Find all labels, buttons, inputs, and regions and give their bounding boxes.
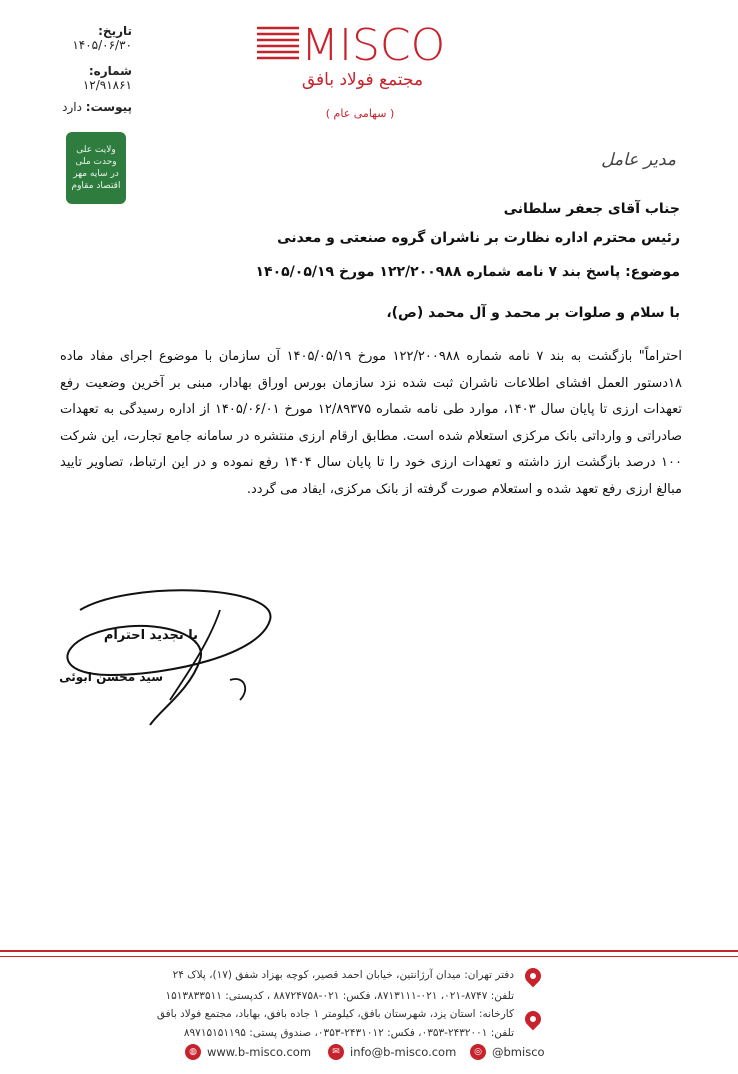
logo-subtitle: مجتمع فولاد بافق [301, 70, 424, 90]
location-pin-icon [522, 1008, 545, 1031]
company-logo [255, 20, 485, 70]
logo-brand: MISCO [301, 20, 446, 70]
office-address: دفتر تهران: میدان آرژانتین، خیابان احمد قصیر، کوچه بهزاد شفق (۱۷)، پلاک ۲۴ [172, 969, 514, 981]
addressee-name: جناب آقای جعفر سلطانی [503, 201, 680, 217]
footer-divider [0, 950, 738, 952]
attachment-label: پیوست: [85, 100, 132, 114]
letter-body: احتراماً" بازگشت به بند ۷ نامه شماره ۱۲۲/۲۰۰۹۸۸ مورخ ۱۴۰۵/۰۵/۱۹ آن سازمان با موضوع اجرای مفاد ماده ۱۸دستور العمل افشای اطلاعات ناشران ثبت شده نزد سازمان بورس اوراق بهادار، مبنی بر آخرین وضعیت رفع تعهدات ارزی تا پایان سال ۱۴۰۳، موارد طی نامه شماره ۱۲/۸۹۳۷۵ مورخ ۱۴۰۵/۰۶/۰۱ از اداره رسیدگی به تعهدات صادراتی و وارداتی بانک مرکزی استعلام شده است. مطابق ارقام ارزی منتشره در سامانه جامع تجارت، این شرکت ۱۰۰ درصد بازگشت ارز داشته و تعهدات ارزی خود را تا پایان سال ۱۴۰۴ رفع نموده و در این ارتباط، تصاویر تایید مبالغ ارزی رفع تعهد شده و استعلام صورت گرفته از بانک مرکزی، ایفاد می گردد. [60, 349, 682, 497]
slogan-stamp [66, 132, 126, 204]
website-text: www.b-misco.com [207, 1045, 312, 1059]
stamp-line: اقتصاد مقاوم [71, 181, 121, 191]
stamp-line: وحدت ملی [75, 157, 117, 167]
date-label: تاریخ: [98, 24, 132, 38]
factory-address: کارخانه: استان یزد، شهرستان بافق، کیلومتر ۱ جاده بافق، بهاباد، مجتمع فولاد بافق [156, 1008, 514, 1020]
email-icon: ✉ [328, 1044, 344, 1060]
email-link[interactable] [328, 1044, 456, 1060]
greeting: با سلام و صلوات بر محمد و آل محمد (ص)، [386, 305, 680, 321]
website-link[interactable] [185, 1044, 311, 1060]
office-phone: تلفن: ۸۷۴۷-۰۲۱، ۰۲۱-۸۷۱۳۱۱۱، فکس: ۰۲۱-۸۸۷۲۴۷۵۸ ، کدپستی: ۱۵۱۳۸۳۳۵۱۱ [165, 990, 514, 1002]
location-pin-icon [522, 965, 545, 988]
globe-icon: ◍ [185, 1044, 201, 1060]
number-label: شماره: [88, 64, 132, 78]
addressee-title: رئیس محترم اداره نظارت بر ناشران گروه صنعتی و معدنی [277, 230, 680, 246]
instagram-text: @bmisco [492, 1045, 545, 1059]
stamp-line: در سایه مهر [73, 169, 119, 179]
closing-text: با تجدید احترام [103, 628, 198, 643]
number-line [40, 64, 132, 92]
date-value: ۱۴۰۵/۰۶/۳۰ [72, 38, 132, 52]
attachment-line [40, 100, 132, 114]
number-value: ۱۲/۹۱۸۶۱ [82, 78, 132, 92]
signer-name: سید محسن ابوئی [59, 670, 163, 684]
factory-phone: تلفن: ۲۴۳۲۰۰۱-۰۳۵۳، فکس: ۲۴۳۱۰۱۲-۰۳۵۳، صندوق پستی: ۸۹۷۱۵۱۵۱۱۹۵ [183, 1027, 514, 1039]
logo-note: ( سهامی عام ) [325, 107, 395, 120]
instagram-icon: ◎ [470, 1044, 486, 1060]
attachment-value: دارد [62, 100, 82, 114]
date-line [40, 24, 132, 52]
handwritten-signature [50, 580, 290, 730]
email-text: info@b-misco.com [350, 1045, 457, 1059]
role-note: مدیر عامل [601, 150, 676, 170]
instagram-link[interactable] [470, 1044, 545, 1060]
stamp-line: ولایت علی [76, 145, 116, 155]
footer-divider [0, 956, 738, 957]
letter-subject: موضوع: پاسخ بند ۷ نامه شماره ۱۲۲/۲۰۰۹۸۸ مورخ ۱۴۰۵/۰۵/۱۹ [255, 264, 680, 280]
